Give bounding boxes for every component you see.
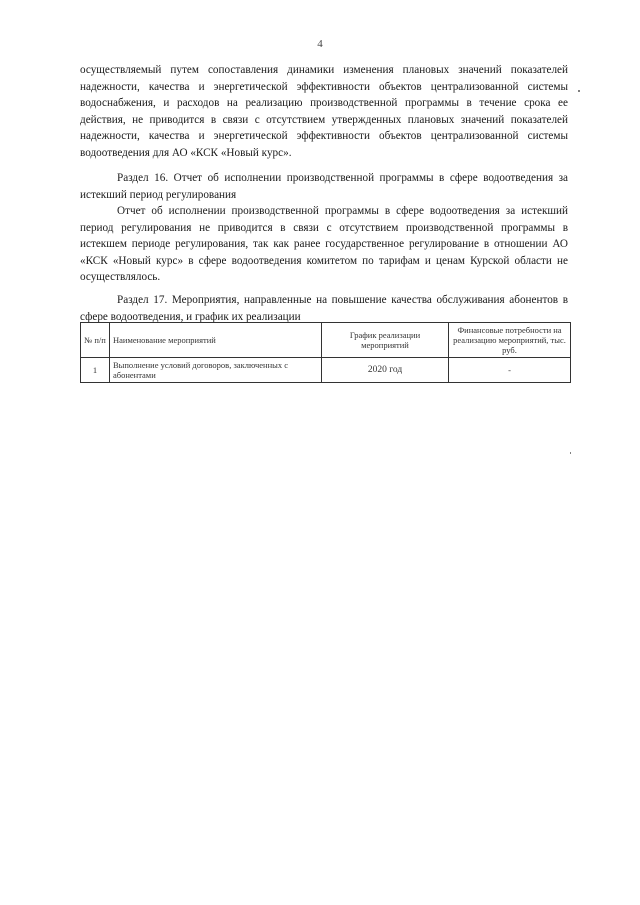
header-measure-name: Наименование мероприятий xyxy=(110,323,322,358)
cell-number: 1 xyxy=(81,358,110,383)
table-header-row xyxy=(81,323,571,358)
cell-finance: - xyxy=(449,358,571,383)
section-16-heading: Раздел 16. Отчет об исполнении производственной программы в сфере водоотведения за истекший период регулирования xyxy=(80,172,568,201)
scan-speck xyxy=(570,452,571,454)
page-number: 4 xyxy=(317,38,323,50)
measures-table-container xyxy=(80,322,571,383)
section-17-heading: Раздел 17. Мероприятия, направленные на повышение качества обслуживания абонентов в сфере водоотведения, и график их реализации xyxy=(80,294,568,323)
header-finance: Финансовые потребности на реализацию мероприятий, тыс. руб. xyxy=(449,323,571,358)
paragraph-plan-comparison: осуществляемый путем сопоставления динамики изменения плановых значений показателей надежности, качества и энергетической эффективности объектов централизованной системы водоснабжения, и расходов на реализацию производственной программы в течение срока ее действия, не приводится в связи с отсутствием утвержденных плановых значений показателей надежности, качества и энергетической эффективности объектов централизованной системы водоотведения для АО «КСК «Новый курс». xyxy=(80,64,568,159)
cell-measure-name: Выполнение условий договоров, заключенных с абонентами xyxy=(110,358,322,383)
header-schedule: График реализации мероприятий xyxy=(322,323,449,358)
header-number: № п/п xyxy=(81,323,110,358)
scan-speck xyxy=(578,90,580,92)
paragraph-report-not-provided: Отчет об исполнении производственной программы в сфере водоотведения за истекший период регулирования не приводится в связи с отсутствием производственной программы в истекшем периоде регулирования, так как ранее государственное регулирование в отношении АО «КСК «Новый курс» в сфере водоотведения комитетом по тарифам и ценам Курской области не осуществлялось. xyxy=(80,205,568,284)
measures-table xyxy=(80,322,571,383)
cell-schedule: 2020 год xyxy=(322,358,449,383)
table-row xyxy=(81,358,571,383)
